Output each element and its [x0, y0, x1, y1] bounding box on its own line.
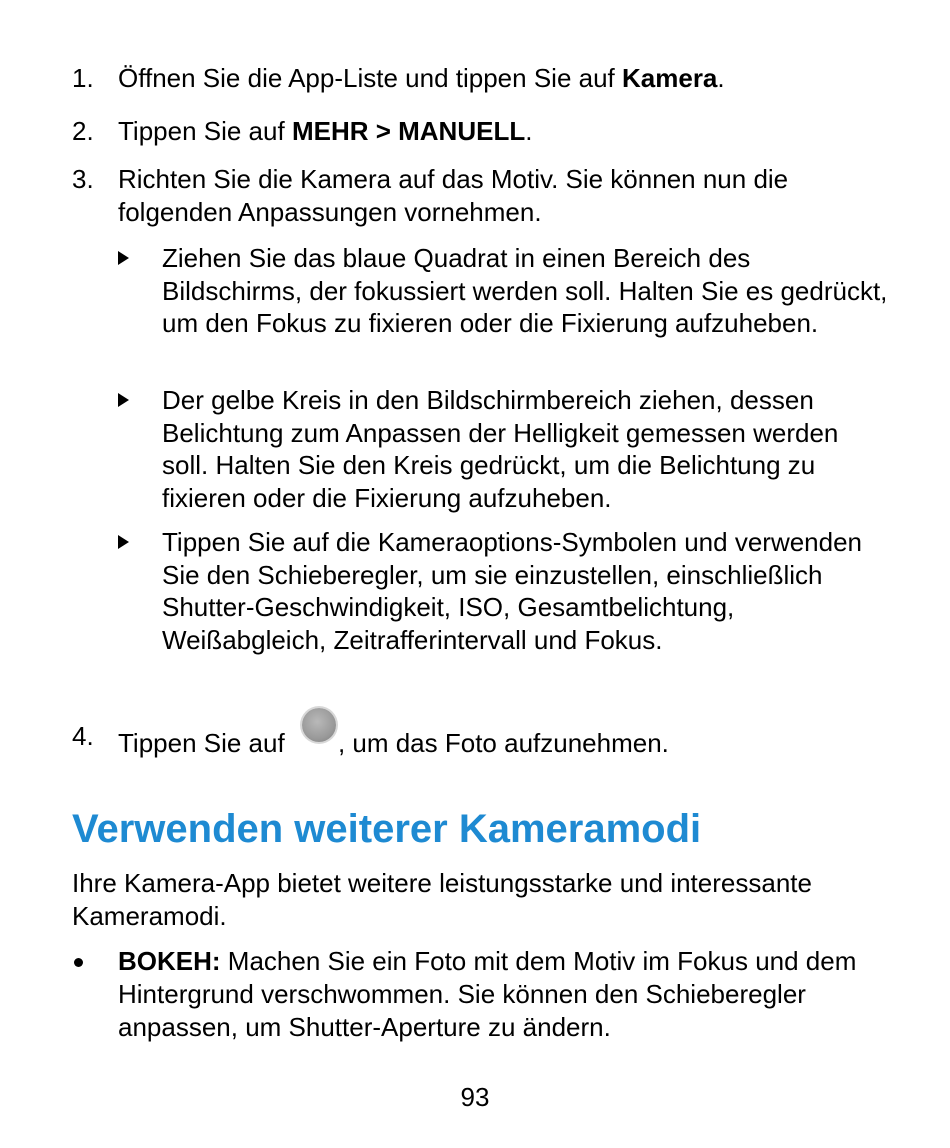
- section-heading: Verwenden weiterer Kameramodi: [72, 807, 702, 851]
- step-text-end: , um das Foto aufzunehmen.: [337, 728, 669, 758]
- step-bold-term: Kamera: [622, 63, 718, 93]
- sub-item: [118, 384, 888, 514]
- step-text-end: .: [717, 63, 725, 93]
- step-text: Öffnen Sie die App-Liste und tippen Sie auf: [118, 63, 622, 93]
- sub-item-text: Der gelbe Kreis in den Bildschirmbereich ziehen, dessen Belichtung zum Anpassen der Helligkeit gemessen werden soll. Halten Sie den Kreis gedrückt, um die Belichtung zu fixieren oder die Fixierung aufzuheben.: [162, 385, 839, 513]
- camera-shutter-icon: [302, 708, 336, 742]
- bullet-dot-icon: [74, 958, 83, 967]
- step-bold-term: MEHR > MANUELL: [291, 116, 526, 146]
- triangle-bullet-icon: [118, 251, 129, 265]
- sub-item-text: Ziehen Sie das blaue Quadrat in einen Bereich des Bildschirms, der fokussiert werden soll. Halten Sie es gedrückt, um den Fokus zu fixieren oder die Fixierung aufzuheben.: [162, 243, 888, 338]
- step-text: Tippen Sie auf: [118, 728, 292, 758]
- step-number: 3.: [72, 164, 94, 194]
- section-intro: Ihre Kamera-App bietet weitere leistungsstarke und interessante Kameramodi.: [72, 868, 812, 931]
- bullet-text: Machen Sie ein Foto mit dem Motiv im Fokus und dem Hintergrund verschwommen. Sie können den Schieberegler anpassen, um Shutter-Aperture zu ändern.: [118, 946, 857, 1042]
- sub-item: [118, 242, 888, 340]
- step-3: [72, 163, 892, 229]
- step-number: 4.: [72, 721, 94, 751]
- step-4: [72, 720, 892, 760]
- page-number: 93: [460, 1082, 490, 1112]
- sub-item: [118, 526, 888, 656]
- step-1: [72, 62, 892, 95]
- triangle-bullet-icon: [118, 535, 129, 549]
- step-2: [72, 115, 892, 148]
- step-text: Tippen Sie auf: [118, 116, 292, 146]
- step-text: Richten Sie die Kamera auf das Motiv. Sie können nun die folgenden Anpassungen vornehmen.: [118, 164, 789, 227]
- step-text-end: .: [525, 116, 533, 146]
- step-number: 2.: [72, 116, 94, 146]
- bullet-label: BOKEH:: [118, 946, 221, 976]
- bullet-item: [72, 945, 892, 1044]
- triangle-bullet-icon: [118, 393, 129, 407]
- step-number: 1.: [72, 63, 94, 93]
- sub-item-text: Tippen Sie auf die Kameraoptions-Symbolen und verwenden Sie den Schieberegler, um sie einzustellen, einschließlich Shutter-Geschwindigkeit, ISO, Gesamtbelichtung, Weißabgleich, Zeitrafferintervall und Fokus.: [162, 527, 863, 655]
